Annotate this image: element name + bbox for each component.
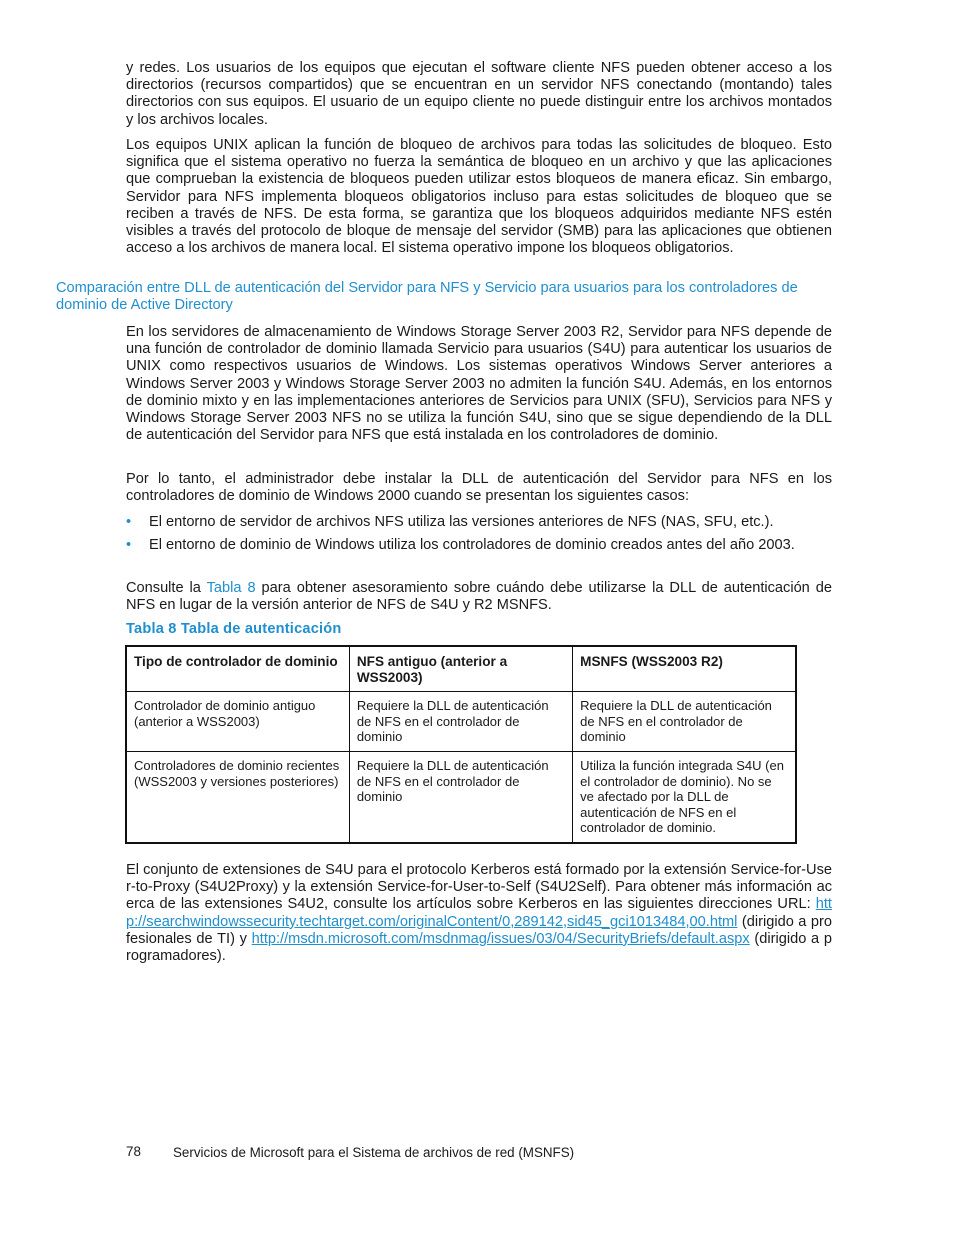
msdn-link[interactable]: http://msdn.microsoft.com/msdnmag/issues/03/04/SecurityBriefs/default.aspx: [251, 930, 750, 947]
text-segment: para obtener asesoramiento sobre cuándo debe utilizarse la DLL de autenticación de NFS en lugar de la versión anterior de NFS de S4U y R2 MSNFS.: [126, 580, 832, 614]
column-header: NFS antiguo (anterior a WSS2003): [349, 646, 572, 692]
table-cell: Requiere la DLL de autenticación de NFS en el controlador de dominio: [349, 751, 572, 842]
paragraph-intro: y redes. Los usuarios de los equipos que ejecutan el software cliente NFS pueden obtener acceso a los directorios (recursos compartidos) que se encuentran en un servidor NFS conectando (montando) tales directorios con sus equipos. El usuario de un equipo cliente no puede distinguir entre los archivos montados y los archivos locales.: [126, 60, 832, 128]
bullet-text: El entorno de dominio de Windows utiliza los controladores de dominio creados antes del año 2003.: [149, 537, 795, 554]
bullet-text: El entorno de servidor de archivos NFS utiliza las versiones anteriores de NFS (NAS, SFU, etc.).: [149, 514, 774, 530]
table-header-row: [126, 646, 796, 692]
paragraph-admin: Por lo tanto, el administrador debe instalar la DLL de autenticación del Servidor para NFS en los controladores de dominio de Windows 2000 cuando se presentan los siguientes casos:: [126, 471, 832, 505]
paragraph-kerberos: [126, 862, 832, 965]
table-cell: Controlador de dominio antiguo (anterior a WSS2003): [126, 692, 349, 752]
text-segment: (dirigido a programadores).: [126, 930, 832, 965]
text-segment: El conjunto de extensiones de S4U para el protocolo Kerberos está formado por la extensión Service-for-User-to-Proxy (S4U2Proxy) y la extensión Service-for-User-to-Self (S4U2Self). Para obtener más información acerca de las extensiones S4U2, consulte los artículos sobre Kerberos en las siguientes direcciones URL:: [126, 862, 832, 913]
bullet-icon: •: [126, 537, 132, 554]
table-8-link[interactable]: Tabla 8: [206, 580, 256, 596]
table-cell: Utiliza la función integrada S4U (en el controlador de dominio). No se ve afectado por la DLL de autenticación de NFS en el controlador de dominio.: [573, 751, 796, 842]
authentication-table: [125, 645, 797, 844]
column-header: Tipo de controlador de dominio: [126, 646, 349, 692]
table-row: [126, 692, 796, 752]
table-cell: Requiere la DLL de autenticación de NFS en el controlador de dominio: [573, 692, 796, 752]
text-segment: Consulte la: [126, 580, 207, 596]
table-caption: Tabla 8 Tabla de autenticación: [126, 621, 342, 637]
bullet-list: [126, 514, 832, 560]
bullet-icon: •: [126, 514, 132, 530]
column-header: MSNFS (WSS2003 R2): [573, 646, 796, 692]
paragraph-table-reference: [126, 580, 832, 614]
table-row: [126, 751, 796, 842]
list-item: [126, 514, 832, 531]
list-item: [126, 537, 832, 554]
techtarget-link[interactable]: http://searchwindowssecurity.techtarget.com/originalContent/0,289142,sid45_gci1013484,00.html: [126, 896, 832, 930]
page-number: 78: [126, 1144, 141, 1159]
paragraph-s4u: En los servidores de almacenamiento de Windows Storage Server 2003 R2, Servidor para NFS depende de una función de controlador de dominio llamada Servicio para usuarios (S4U) para autenticar los usuarios de UNIX como respectivos usuarios de Windows. Los sistemas operativos Windows Server anteriores a Windows Server 2003 y Windows Storage Server 2003 no admiten la función S4U. Además, en los entornos de dominio mixto y en las implementaciones anteriores de Servicios para UNIX (SFU), Servicios para NFS y Windows Storage Server 2003 NFS no se utiliza la función S4U, sino que se sigue dependiendo de la DLL de autenticación del Servidor para NFS que está instalada en los controladores de dominio.: [126, 324, 832, 444]
footer-title: Servicios de Microsoft para el Sistema de archivos de red (MSNFS): [173, 1145, 575, 1160]
text-segment: (dirigido a profesionales de TI) y: [126, 913, 832, 947]
table-cell: Controladores de dominio recientes (WSS2003 y versiones posteriores): [126, 751, 349, 842]
section-heading: Comparación entre DLL de autenticación del Servidor para NFS y Servicio para usuarios para los controladores de dominio de Active Directory: [56, 280, 798, 314]
table-cell: Requiere la DLL de autenticación de NFS en el controlador de dominio: [349, 692, 572, 752]
paragraph-locking: Los equipos UNIX aplican la función de bloqueo de archivos para todas las solicitudes de bloqueo. Esto significa que el sistema operativo no fuerza la semántica de bloqueo en un archivo y que las aplicaciones que comprueban la existencia de bloqueos pueden utilizar estos bloqueos de manera eficaz. Sin embargo, Servidor para NFS implementa bloqueos obligatorios incluso para estas solicitudes de bloqueo que se reciben a través de NFS. De esta forma, se garantiza que los bloqueos adquiridos mediante NFS estén visibles a través del protocolo de bloque de mensaje del servidor (SMB) para las aplicaciones que obtienen acceso a los archivos de manera local. El sistema operativo impone los bloqueos obligatorios.: [126, 137, 832, 257]
